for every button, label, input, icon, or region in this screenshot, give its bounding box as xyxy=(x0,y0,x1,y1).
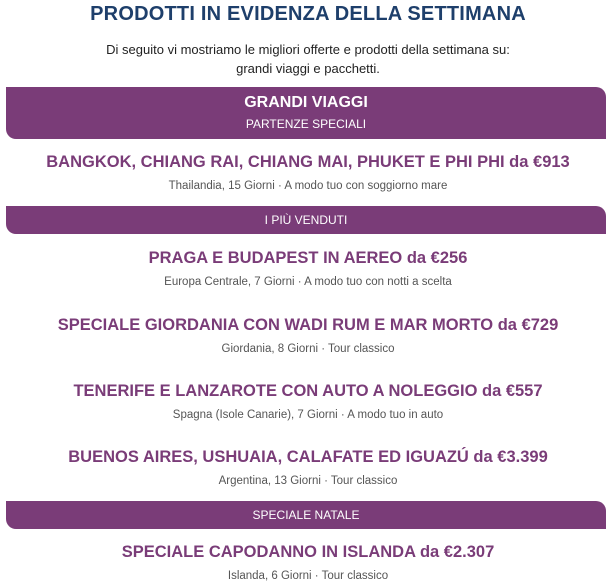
section-header-grandi-viaggi xyxy=(6,87,606,139)
section-subtitle: PARTENZE SPECIALI xyxy=(245,117,367,131)
intro-text xyxy=(0,40,616,78)
offer-title-link[interactable]: SPECIALE CAPODANNO IN ISLANDA da €2.307 xyxy=(121,543,495,561)
offer-meta: Thailandia, 15 Giorni · A modo tuo con soggiorno mare xyxy=(168,180,448,192)
offer-meta: Islanda, 6 Giorni · Tour classico xyxy=(227,570,389,582)
offer-title-link[interactable]: TENERIFE E LANZAROTE CON AUTO A NOLEGGIO da €557 xyxy=(73,382,543,400)
intro-line-1: Di seguito vi mostriamo le migliori offerte e prodotti della settimana su: xyxy=(106,42,510,57)
offer-title-link[interactable]: SPECIALE GIORDANIA CON WADI RUM E MAR MORTO da €729 xyxy=(57,316,559,334)
section-title: GRANDI VIAGGI xyxy=(244,94,368,111)
offer-item[interactable] xyxy=(0,446,616,489)
section-header-piu-venduti xyxy=(6,206,606,234)
intro-line-2: grandi viaggi e pacchetti. xyxy=(236,61,380,76)
offer-meta: Argentina, 13 Giorni · Tour classico xyxy=(218,475,398,487)
offer-title-link[interactable]: BUENOS AIRES, USHUAIA, CALAFATE ED IGUAZÚ da €3.399 xyxy=(68,448,548,466)
offer-item[interactable] xyxy=(0,247,616,290)
section-label: SPECIALE NATALE xyxy=(252,508,360,522)
page-title: PRODOTTI IN EVIDENZA DELLA SETTIMANA xyxy=(90,3,526,25)
offer-item[interactable] xyxy=(0,380,616,423)
offer-item[interactable] xyxy=(0,541,616,584)
offer-meta: Europa Centrale, 7 Giorni · A modo tuo con notti a scelta xyxy=(164,276,452,288)
offer-meta: Giordania, 8 Giorni · Tour classico xyxy=(221,343,395,355)
offer-item[interactable] xyxy=(0,151,616,194)
offer-title-link[interactable]: PRAGA E BUDAPEST IN AEREO da €256 xyxy=(148,249,468,267)
offer-item[interactable] xyxy=(0,314,616,357)
offer-title-link[interactable]: BANGKOK, CHIANG RAI, CHIANG MAI, PHUKET E PHI PHI da €913 xyxy=(46,153,570,171)
section-header-speciale-natale xyxy=(6,501,606,529)
section-label: I PIÙ VENDUTI xyxy=(264,213,348,227)
offer-meta: Spagna (Isole Canarie), 7 Giorni · A modo tuo in auto xyxy=(172,409,444,421)
